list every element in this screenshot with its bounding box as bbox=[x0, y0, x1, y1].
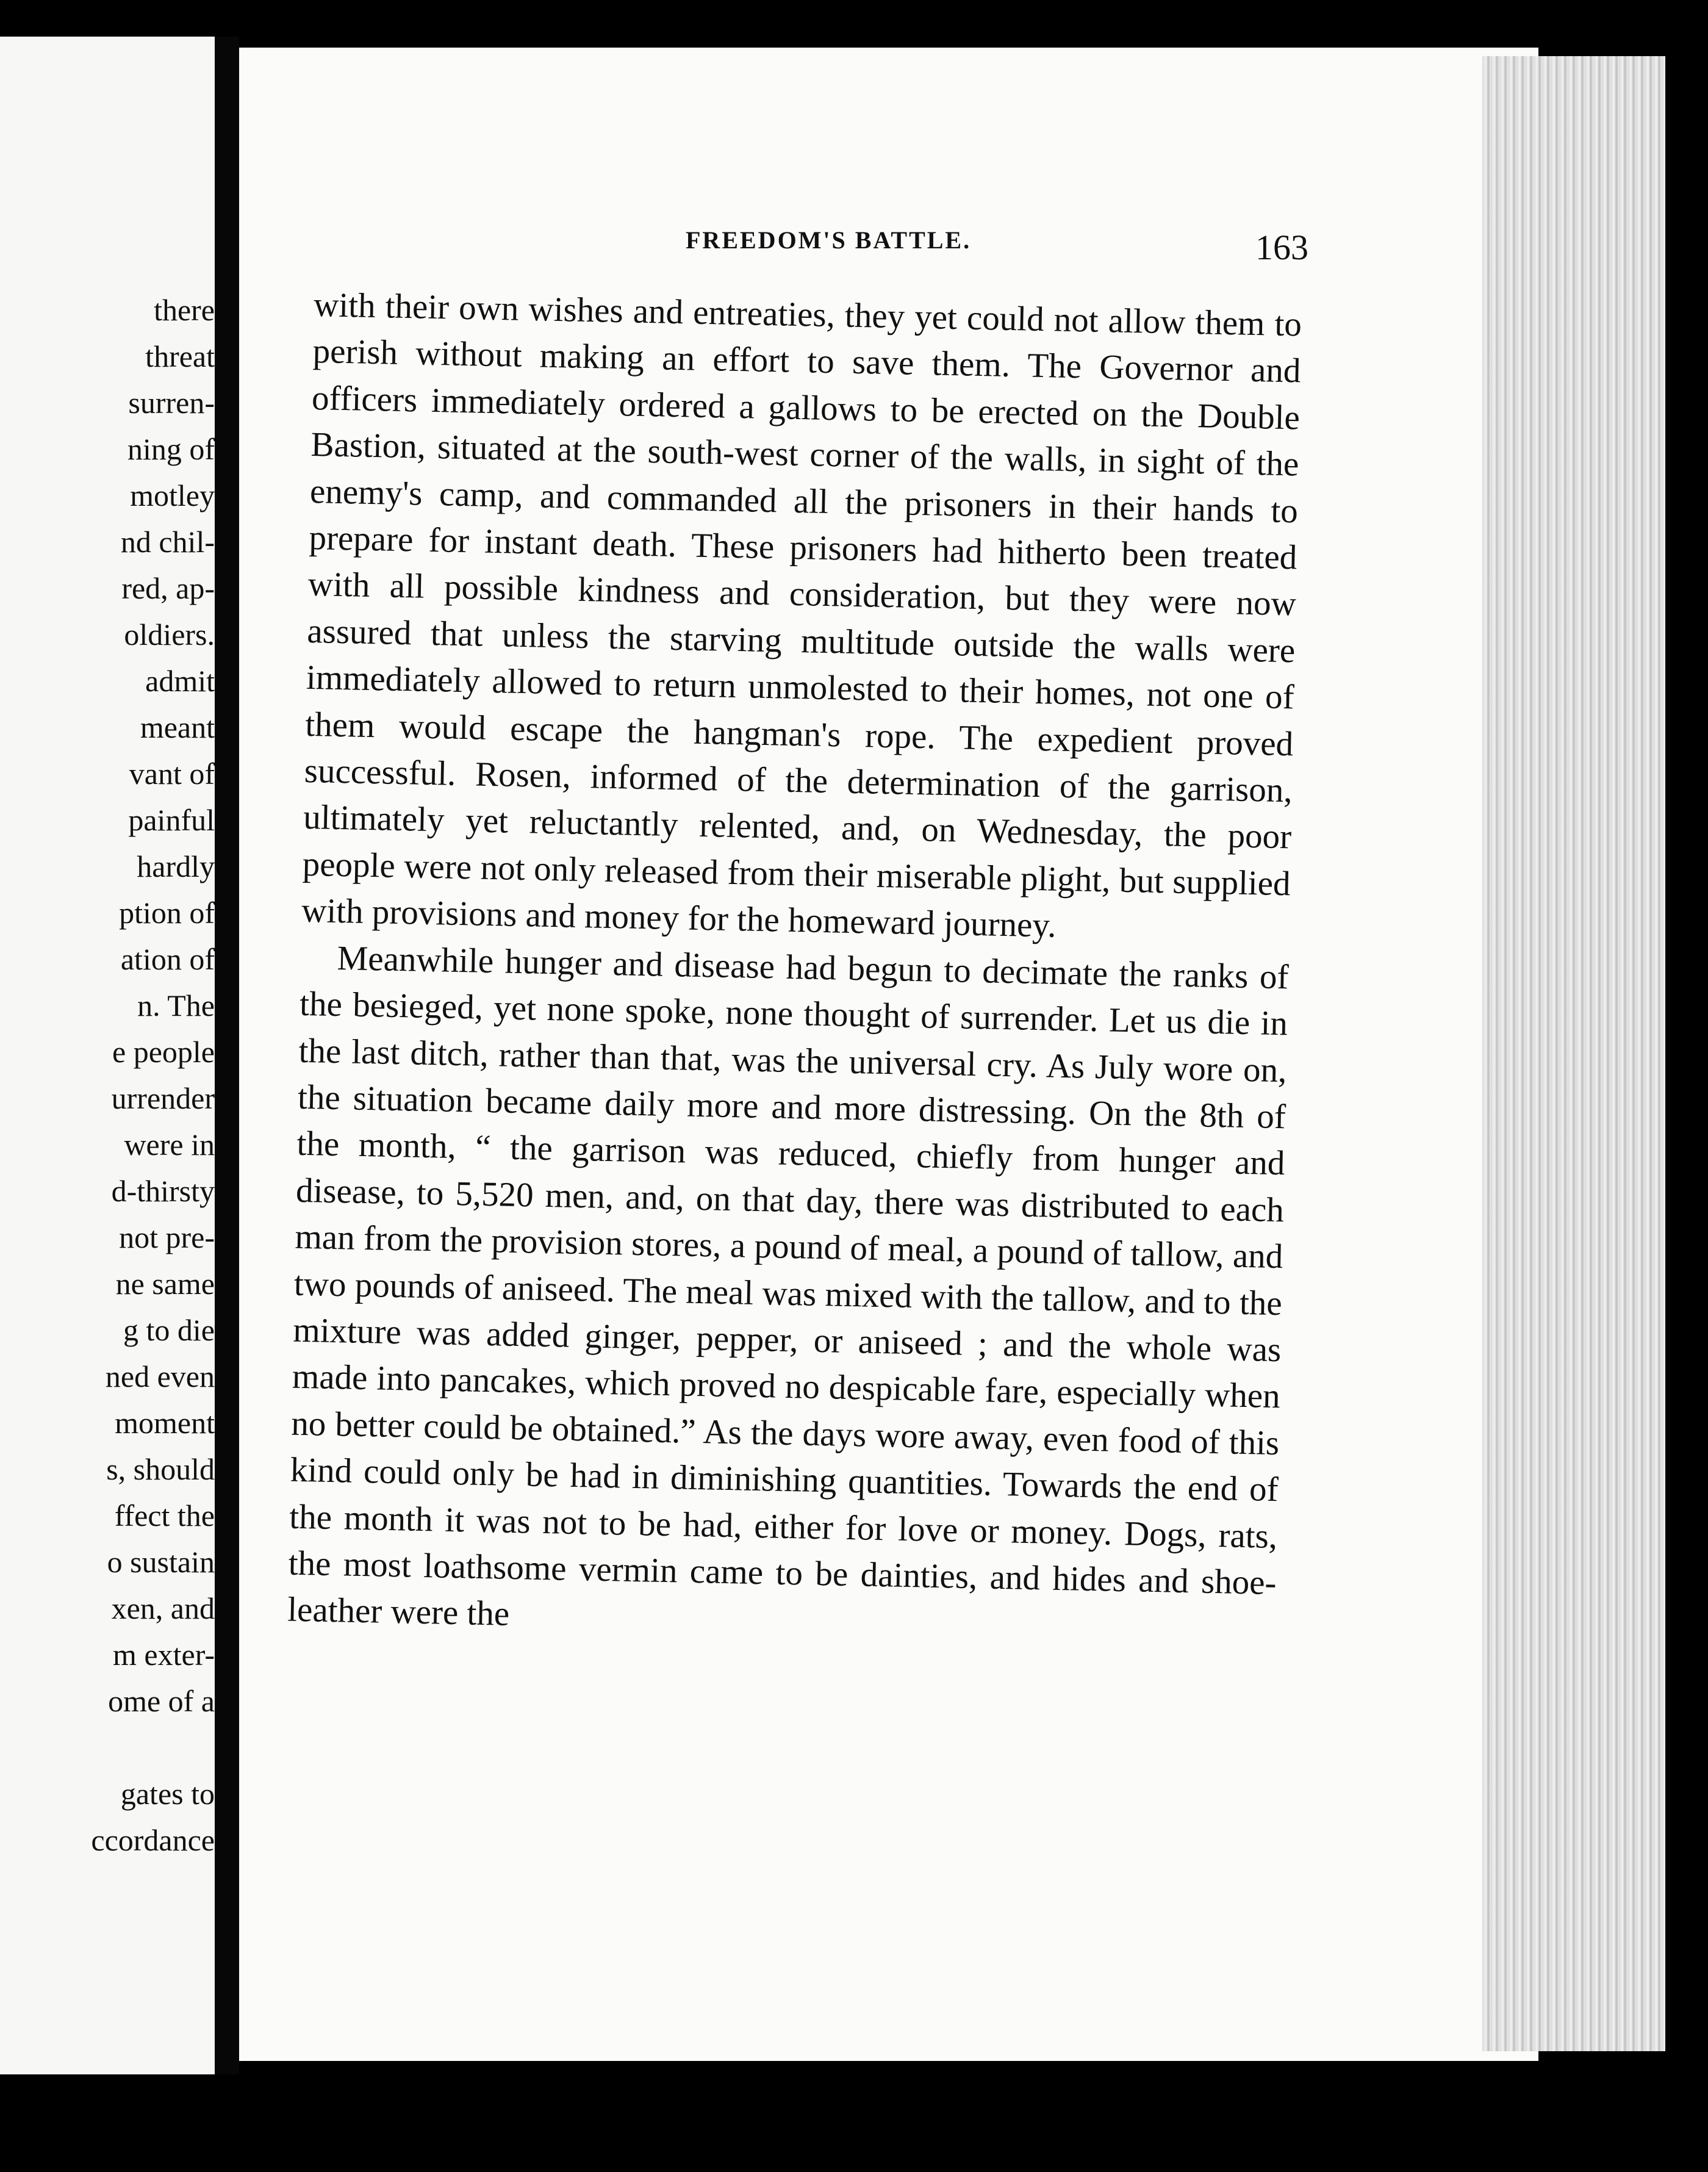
book-gutter bbox=[215, 37, 239, 2074]
facing-page-line: s, should bbox=[106, 1452, 215, 1486]
facing-page-line: gates to bbox=[120, 1777, 215, 1811]
facing-page-line: ning of bbox=[127, 432, 215, 466]
facing-page-line: not pre- bbox=[119, 1220, 215, 1254]
facing-page-line: threat bbox=[145, 339, 215, 373]
facing-page-line: admit bbox=[145, 664, 215, 698]
facing-page-line: ne same bbox=[115, 1267, 215, 1301]
facing-page-line: nd chil- bbox=[120, 525, 215, 559]
facing-page-line: ome of a bbox=[108, 1684, 215, 1718]
page-number: 163 bbox=[1255, 228, 1308, 267]
facing-page-line: ffect the bbox=[114, 1498, 215, 1533]
facing-page-line: e people bbox=[112, 1035, 215, 1069]
page-edges bbox=[1482, 56, 1665, 2051]
facing-page-line: g to die bbox=[123, 1313, 215, 1347]
paragraph-continued: with their own wishes and entreaties, they yet could not allow them to perish without making an effort to save them. The Governor and officers immediately ordered a gallows to be erected on the Double Bastion, situated at the south-west corner of the walls, in sight of the enemy's camp, and commanded all the prisoners in their hands to prepare for instant death. These prisoners had hitherto been treated with all possible kindness and consideration, but they were now assured that unless the starving multitude outside the walls were immediately allowed to return unmolested to their homes, not one of them would escape the hangman's rope. The expedient proved successful. Rosen, informed of the determination of the garrison, ultimately yet reluctantly relented, and, on Wednesday, the poor people were not only released from their miserable plight, but supplied with provisions and money for the homeward journey. bbox=[301, 285, 1302, 945]
facing-page-line: there bbox=[154, 293, 215, 327]
facing-page-line: xen, and bbox=[111, 1591, 215, 1625]
facing-page-line: painful bbox=[128, 803, 215, 837]
facing-page-line: hardly bbox=[137, 849, 215, 883]
facing-page-line bbox=[91, 1724, 215, 1771]
facing-page-line: oldiers. bbox=[124, 617, 215, 652]
running-head: FREEDOM'S BATTLE. bbox=[686, 226, 972, 254]
facing-page-line: n. The bbox=[137, 988, 215, 1023]
facing-page-line: surren- bbox=[128, 386, 215, 420]
facing-page-line: ation of bbox=[120, 942, 215, 976]
facing-page-line: ccordance bbox=[91, 1823, 215, 1857]
facing-page-line: red, ap- bbox=[121, 571, 215, 605]
facing-page-line: o sustain bbox=[107, 1545, 215, 1579]
facing-page-line: vant of bbox=[129, 757, 215, 791]
facing-page-text bbox=[12, 287, 215, 1863]
facing-page-line: meant bbox=[140, 710, 215, 744]
facing-page-line: d-thirsty bbox=[111, 1174, 215, 1208]
facing-page-line: m exter- bbox=[113, 1638, 215, 1672]
body-text bbox=[287, 282, 1302, 1653]
paragraph-meanwhile: Meanwhile hunger and disease had begun to decimate the ranks of the besieged, yet none spoke, none thought of surrender. Let us die in the last ditch, rather than that, was the universal cry. As July wore on, the situation became daily more and more distressing. On the 8th of the month, “ the garrison was reduced, chiefly from hunger and disease, to 5,520 men, and, on that day, there was distributed to each man from the provision stores, a pound of meal, a pound of tallow, and two pounds of aniseed. The meal was mixed with the tallow, and to the mixture was added ginger, pepper, or aniseed ; and the whole was made into pancakes, which proved no despicable fare, especially when no better could be obtained.” As the days wore away, even food of this kind could only be had in diminishing quantities. Towards the end of the month it was not to be had, either for love or money. Dogs, rats, the most loathsome vermin came to be dainties, and hides and shoe-leather were the bbox=[287, 938, 1290, 1634]
facing-page-line: moment bbox=[115, 1406, 215, 1440]
facing-page-line: ned even bbox=[105, 1359, 215, 1393]
facing-page-line: motley bbox=[130, 478, 215, 512]
facing-page-line: ption of bbox=[119, 896, 215, 930]
facing-page-line: urrender bbox=[111, 1081, 215, 1115]
facing-page-left bbox=[0, 37, 215, 2074]
facing-page-line: were in bbox=[124, 1127, 215, 1162]
